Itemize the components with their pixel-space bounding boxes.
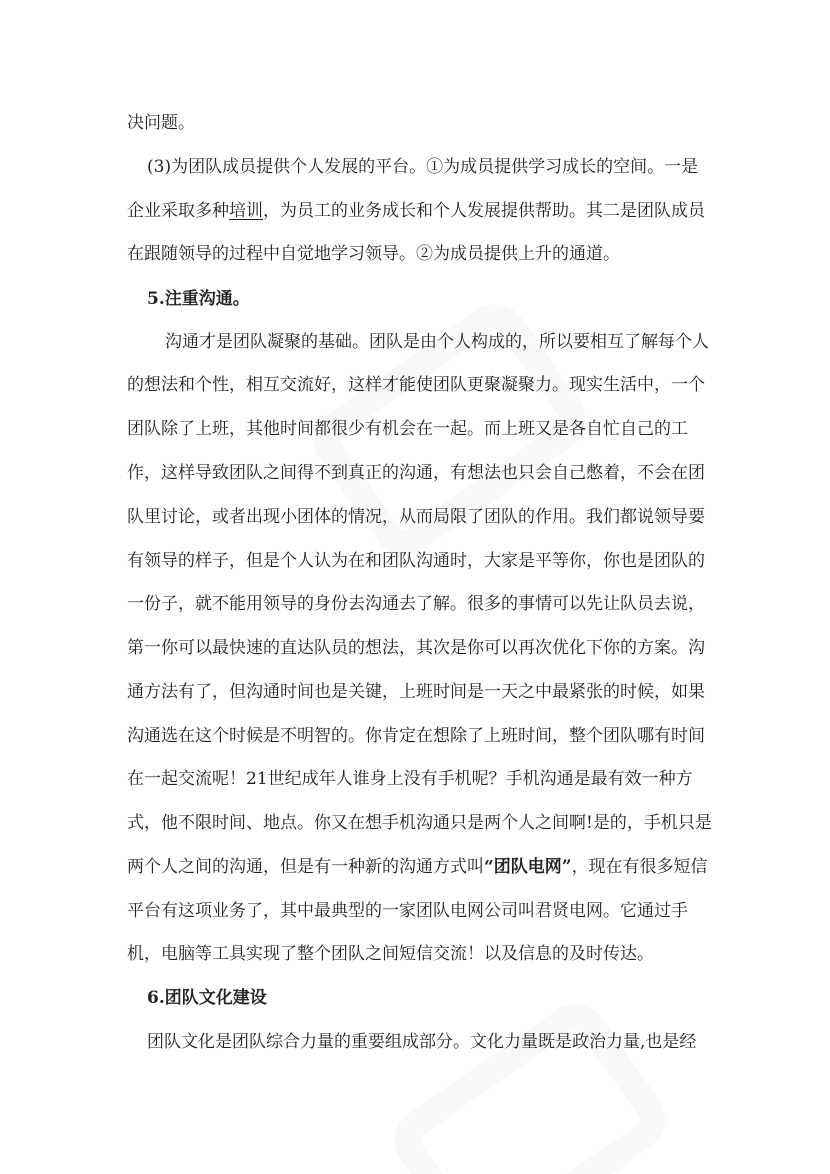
paragraph-line: (3)为团队成员提供个人发展的平台。①为成员提供学习成长的空间。一是 xyxy=(147,157,699,177)
paragraph-line: 作，这样导致团队之间得不到真正的沟通，有想法也只会自己憋着，不会在团 xyxy=(127,463,705,483)
training-link[interactable]: 培训 xyxy=(229,201,263,221)
paragraph-line: 决问题。 xyxy=(127,113,195,133)
paragraph-line: 式，他不限时间、地点。你又在想手机沟通只是两个人之间啊!是的，手机只是 xyxy=(127,813,712,833)
paragraph-line: 第一你可以最快速的直达队员的想法，其次是你可以再次优化下你的方案。沟 xyxy=(127,638,705,658)
watermark-logo-2 xyxy=(380,1000,680,1174)
text-segment: 企业采取多种 xyxy=(127,201,229,221)
paragraph-line: 平台有这项业务了，其中最典型的一家团队电网公司叫君贤电网。它通过手 xyxy=(127,901,688,921)
paragraph-line: 机，电脑等工具实现了整个团队之间短信交流！以及信息的及时传达。 xyxy=(127,944,654,964)
text-segment: ，为员工的业务成长和个人发展提供帮助。其二是团队成员 xyxy=(263,201,705,221)
paragraph-line xyxy=(127,199,707,223)
paragraph-line: 的想法和个性，相互交流好，这样才能使团队更聚凝聚力。现实生活中，一个 xyxy=(127,375,705,395)
paragraph-line: 在一起交流呢！21世纪成年人谁身上没有手机呢？手机沟通是最有效一种方 xyxy=(127,769,693,789)
paragraph-line: 一份子，就不能用领导的身份去沟通去了解。很多的事情可以先让队员去说， xyxy=(127,594,705,614)
highlight-term: “团队电网” xyxy=(484,857,572,877)
paragraph-line: 团队除了上班，其他时间都很少有机会在一起。而上班又是各自忙自己的工 xyxy=(127,419,688,439)
text-segment: 两个人之间的沟通，但是有一种新的沟通方式叫 xyxy=(127,857,484,877)
paragraph-line: 通方法有了，但沟通时间也是关键，上班时间是一天之中最紧张的时候，如果 xyxy=(127,682,705,702)
paragraph-line: 在跟随领导的过程中自觉地学习领导。②为成员提供上升的通道。 xyxy=(127,244,620,264)
paragraph-line: 队里讨论，或者出现小团体的情况，从而局限了团队的作用。我们都说领导要 xyxy=(127,507,705,527)
paragraph-line xyxy=(127,855,707,879)
paragraph-line: 团队文化是团队综合力量的重要组成部分。文化力量既是政治力量,也是经 xyxy=(147,1032,697,1052)
paragraph-line: 有领导的样子，但是个人认为在和团队沟通时，大家是平等你，你也是团队的 xyxy=(127,551,705,571)
section-heading: 6.团队文化建设 xyxy=(147,988,267,1008)
paragraph-line: 沟通才是团队凝聚的基础。团队是由个人构成的，所以要相互了解每个人 xyxy=(165,332,709,352)
paragraph-line: 沟通选在这个时候是不明智的。你肯定在想除了上班时间，整个团队哪有时间 xyxy=(127,726,705,746)
text-segment: ，现在有很多短信 xyxy=(571,857,708,877)
section-heading: 5.注重沟通。 xyxy=(147,289,250,309)
